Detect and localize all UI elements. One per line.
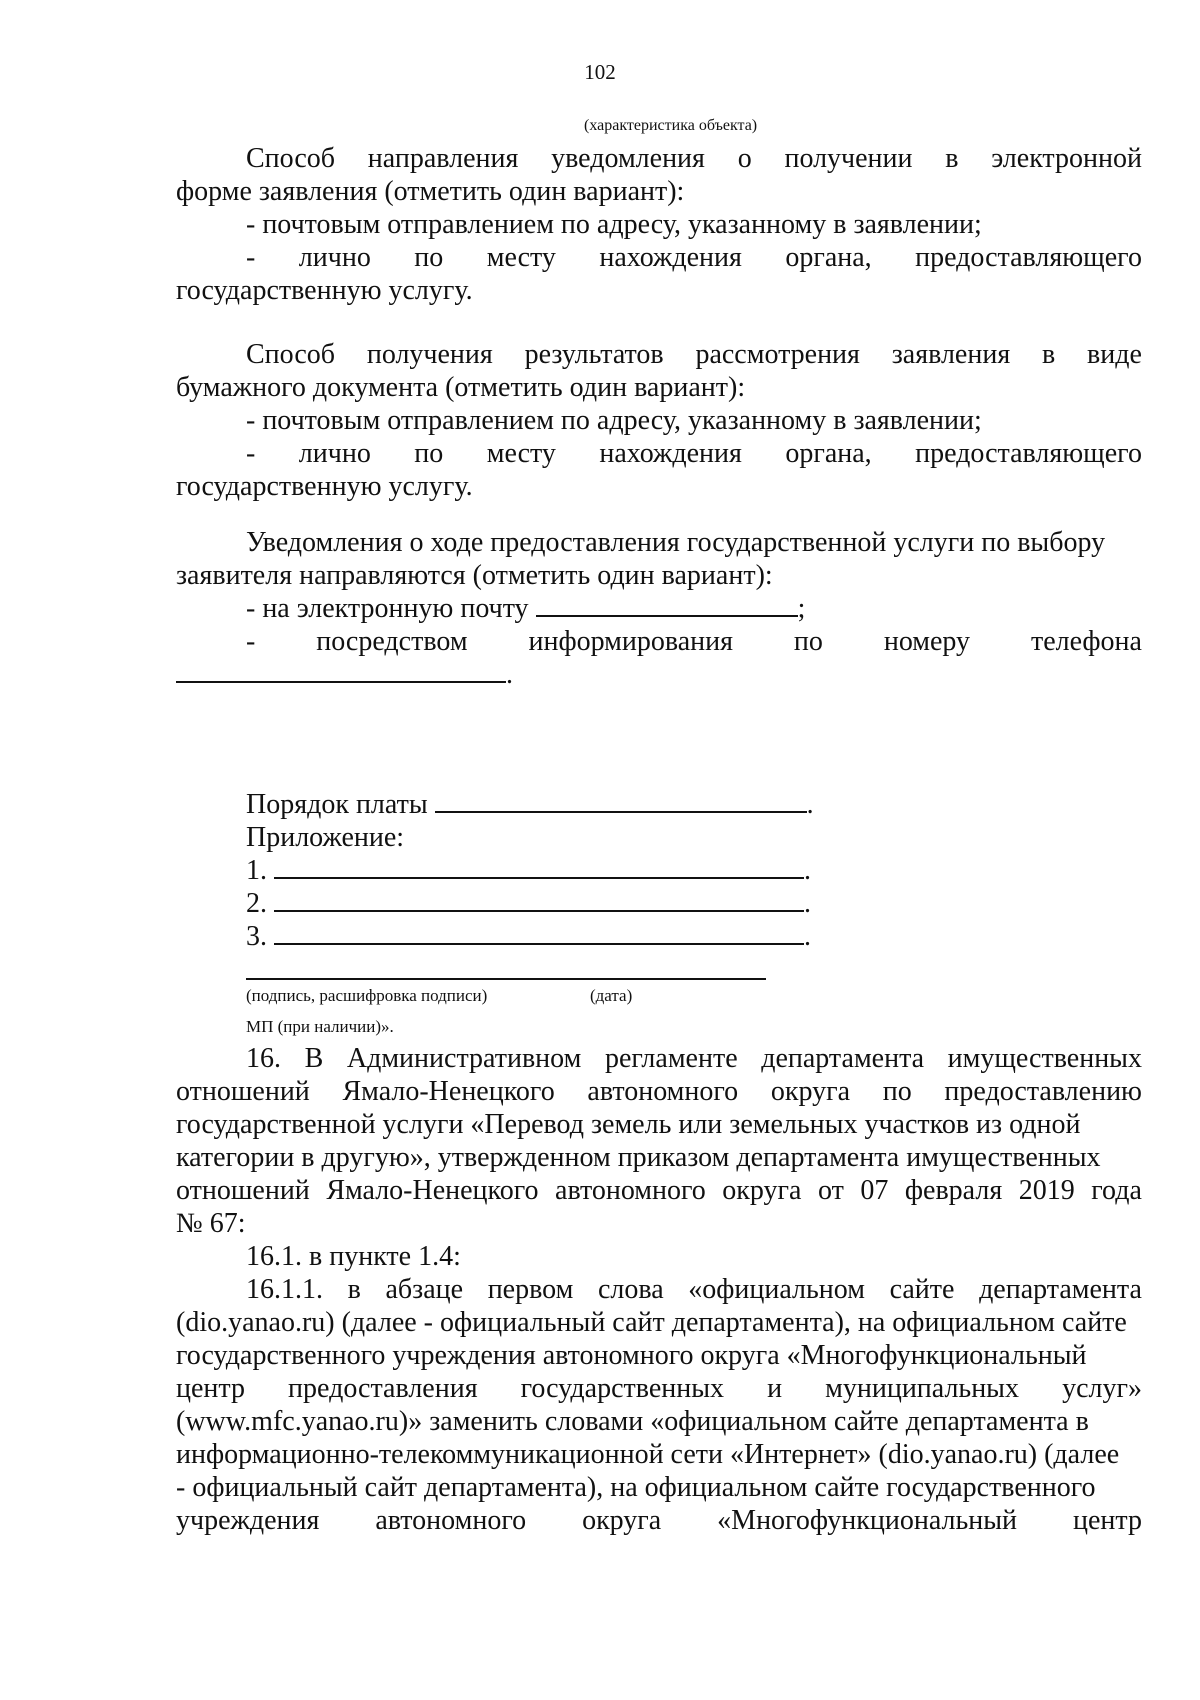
word: предоставляющего — [915, 242, 1142, 273]
word: органа, — [785, 438, 872, 469]
attachment-item-2 — [246, 888, 1142, 920]
word: и — [767, 1373, 783, 1404]
word: отношений — [176, 1175, 310, 1206]
notice-method-line-2: форме заявления (отметить один вариант): — [176, 176, 685, 207]
payment-input-line[interactable] — [435, 789, 807, 813]
word: первом — [487, 1274, 574, 1305]
word: рассмотрения — [695, 339, 860, 370]
result-method-line-1 — [246, 339, 1142, 371]
word: 2019 — [1018, 1175, 1075, 1206]
word: органа, — [785, 242, 872, 273]
word: округа — [722, 1175, 802, 1206]
phone-option-end-line — [176, 659, 1142, 691]
item16-1-1-line-5: (www.mfc.yanao.ru)» заменить словами «официальном сайте департамента в — [176, 1406, 1089, 1437]
notice-option-person-end: государственную услугу. — [176, 275, 473, 306]
word: по — [414, 438, 444, 469]
word: - — [246, 438, 256, 469]
notice-option-post: - почтовым отправлением по адресу, указанному в заявлении; — [246, 209, 982, 240]
attachment-number: 3. — [246, 921, 267, 952]
notice-option-person — [246, 242, 1142, 274]
phone-input-line[interactable] — [176, 659, 506, 683]
result-option-person-end: государственную услугу. — [176, 471, 473, 502]
word: получении — [784, 143, 913, 174]
word: предоставляющего — [915, 438, 1142, 469]
word: лично — [298, 438, 371, 469]
phone-option — [246, 626, 1142, 658]
word: в — [347, 1274, 361, 1305]
word: от — [817, 1175, 844, 1206]
attachment-end: . — [804, 855, 811, 886]
attachment-input-line[interactable] — [274, 921, 804, 945]
attachments-title: Приложение: — [246, 822, 405, 853]
word: по — [793, 626, 823, 657]
word: лично — [298, 242, 371, 273]
word: 16.1.1. — [246, 1274, 323, 1305]
result-method-line-2: бумажного документа (отметить один вариант): — [176, 372, 746, 403]
word: учреждения — [176, 1505, 320, 1536]
object-caption: (характеристика объекта) — [584, 117, 758, 134]
word: автономного — [375, 1505, 527, 1536]
attachment-end: . — [804, 888, 811, 919]
word: информирования — [528, 626, 733, 657]
word: центр — [1072, 1505, 1142, 1536]
word: в — [1042, 339, 1056, 370]
word: государственных — [520, 1373, 725, 1404]
word: по — [414, 242, 444, 273]
notice-method-line-1 — [246, 143, 1142, 175]
word: В — [304, 1043, 324, 1074]
word: Ямало-Ненецкого — [342, 1076, 555, 1107]
word: электронной — [991, 143, 1142, 174]
progress-notices-line-2: заявителя направляются (отметить один вариант): — [176, 560, 773, 591]
word: о — [737, 143, 752, 174]
word: уведомления — [551, 143, 705, 174]
word: посредством — [316, 626, 468, 657]
signature-caption: (подпись, расшифровка подписи) — [246, 986, 488, 1005]
payment-label: Порядок платы — [246, 789, 428, 820]
attachment-item-3 — [246, 921, 1142, 953]
word: получения — [366, 339, 493, 370]
word: нахождения — [599, 438, 742, 469]
word: месту — [486, 438, 556, 469]
result-option-person — [246, 438, 1142, 470]
item16-1-1-line-3: государственного учреждения автономного округа «Многофункциональный — [176, 1340, 1087, 1371]
item16-1: 16.1. в пункте 1.4: — [246, 1241, 461, 1272]
word: направления — [367, 143, 519, 174]
attachment-number: 2. — [246, 888, 267, 919]
item16-line-1 — [246, 1043, 1142, 1075]
word: «официальном — [688, 1274, 865, 1305]
payment-end: . — [806, 789, 814, 820]
word: месту — [486, 242, 556, 273]
word: слова — [597, 1274, 664, 1305]
word: сайте — [889, 1274, 955, 1305]
attachment-number: 1. — [246, 855, 267, 886]
item16-line-4: категории в другую», утвержденном приказом департамента имущественных — [176, 1142, 1101, 1173]
word: - — [246, 626, 256, 657]
word: февраля — [904, 1175, 1003, 1206]
payment-line — [246, 789, 1142, 821]
date-caption: (дата) — [590, 986, 633, 1005]
word: автономного — [555, 1175, 706, 1206]
signature-line[interactable] — [246, 978, 766, 980]
word: центр — [176, 1373, 245, 1404]
word: номеру — [883, 626, 971, 657]
word: «Многофункциональный — [717, 1505, 1018, 1536]
word: услуг» — [1062, 1373, 1142, 1404]
word: нахождения — [599, 242, 742, 273]
item16-line-2 — [176, 1076, 1142, 1108]
attachment-end: . — [804, 921, 811, 952]
word: Способ — [246, 339, 336, 370]
word: по — [882, 1076, 912, 1107]
item16-1-1-line-4 — [176, 1373, 1142, 1405]
word: отношений — [176, 1076, 310, 1107]
attachment-item-1 — [246, 855, 1142, 887]
word: виде — [1087, 339, 1142, 370]
attachment-input-line[interactable] — [274, 855, 804, 879]
email-option-label: - на электронную почту — [246, 593, 529, 624]
result-option-post: - почтовым отправлением по адресу, указанному в заявлении; — [246, 405, 982, 436]
phone-option-end: . — [506, 659, 513, 690]
seal-note: МП (при наличии)». — [246, 1017, 394, 1036]
word: округа — [770, 1076, 851, 1107]
word: округа — [582, 1505, 662, 1536]
item16-line-3: государственной услуги «Перевод земель или земельных участков из одной — [176, 1109, 1081, 1140]
word: имущественных — [947, 1043, 1142, 1074]
word: результатов — [524, 339, 664, 370]
word: Административном — [346, 1043, 582, 1074]
word: 16. — [246, 1043, 281, 1074]
item16-line-5 — [176, 1175, 1142, 1207]
attachment-input-line[interactable] — [274, 888, 804, 912]
word: департамента — [979, 1274, 1142, 1305]
word: в — [945, 143, 959, 174]
item16-1-1-line-2: (dio.yanao.ru) (далее - официальный сайт департамента), на официальном сайте — [176, 1307, 1127, 1338]
page-number: 102 — [584, 60, 616, 84]
item16-line-6: № 67: — [176, 1208, 246, 1239]
word: предоставлению — [944, 1076, 1142, 1107]
word: департамента — [761, 1043, 925, 1074]
item16-1-1-line-1 — [246, 1274, 1142, 1306]
word: заявления — [891, 339, 1011, 370]
item16-1-1-line-7: - официальный сайт департамента), на официальном сайте государственного — [176, 1472, 1096, 1503]
word: 07 — [860, 1175, 889, 1206]
item16-1-1-line-6: информационно-телекоммуникационной сети «Интернет» (dio.yanao.ru) (далее — [176, 1439, 1120, 1470]
word: Способ — [246, 143, 336, 174]
word: муниципальных — [825, 1373, 1019, 1404]
word: автономного — [587, 1076, 739, 1107]
word: - — [246, 242, 256, 273]
email-input-line[interactable] — [536, 593, 798, 617]
word: года — [1091, 1175, 1142, 1206]
word: телефона — [1030, 626, 1142, 657]
word: предоставления — [288, 1373, 478, 1404]
progress-notices-line-1: Уведомления о ходе предоставления государственной услуги по выбору — [246, 527, 1106, 558]
word: Ямало-Ненецкого — [326, 1175, 539, 1206]
email-option — [246, 593, 1142, 625]
item16-1-1-line-8 — [176, 1505, 1142, 1537]
word: абзаце — [385, 1274, 464, 1305]
email-option-end: ; — [797, 593, 806, 624]
word: регламенте — [604, 1043, 738, 1074]
